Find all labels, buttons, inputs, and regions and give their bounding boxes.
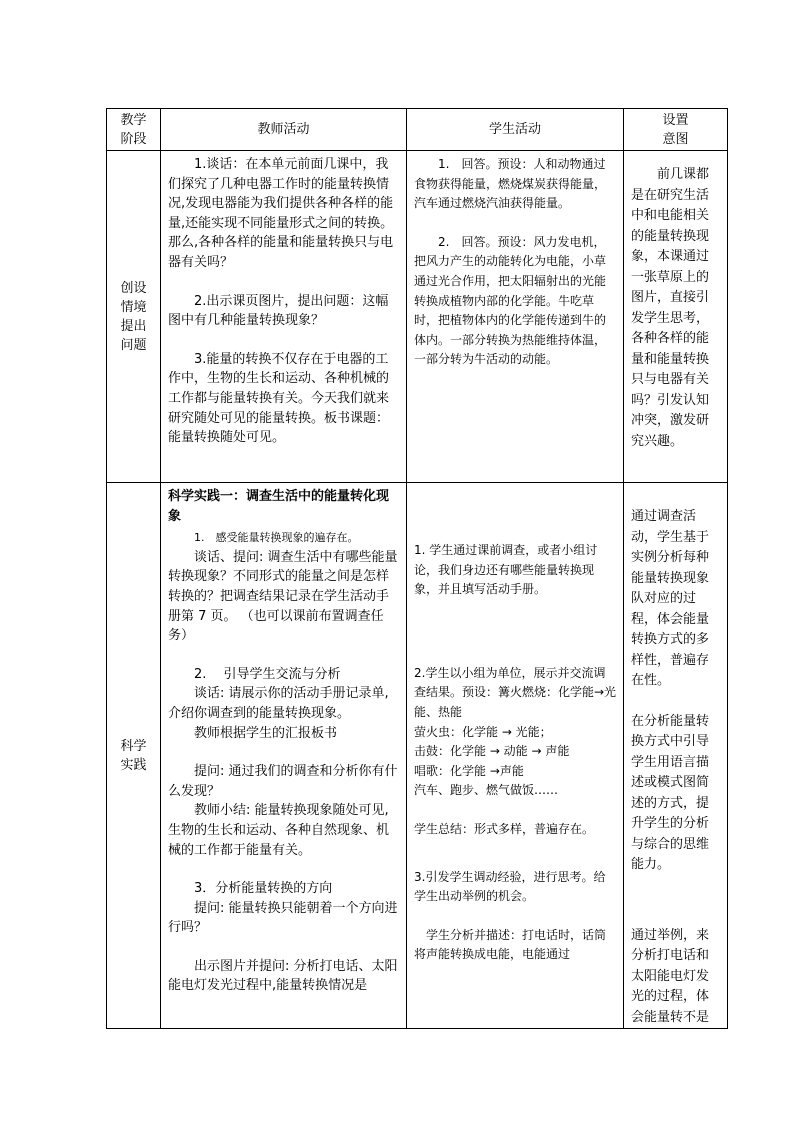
stage-cell: 科学 实践 bbox=[107, 483, 161, 1029]
teacher-subheading: 2. 引导学生交流与分析 bbox=[194, 666, 341, 682]
table-row bbox=[107, 483, 728, 1029]
teacher-paragraph: 谈话、提问: 调查生活中有哪些能量转换现象？不同形式的能量之间是怎样转换的？把调查结果记录在学生活动手册第 7 页。 （也可以课前布置调查任务） bbox=[168, 549, 398, 644]
lesson-plan-table bbox=[106, 108, 728, 1029]
header-teacher: 教师活动 bbox=[161, 109, 407, 151]
teacher-paragraph: 教师根据学生的汇报板书 bbox=[194, 725, 338, 741]
table-header-row bbox=[107, 109, 728, 151]
intent-paragraph: 在分析能量转换方式中引导学生用语言描述或模式图简述的方式，提升学生的分析与综合的思维能力。 bbox=[631, 713, 710, 872]
header-intent: 设置 意图 bbox=[624, 109, 728, 151]
intent-cell bbox=[624, 483, 728, 1029]
teacher-paragraph: 出示图片并提问: 分析打电话、太阳能电灯发光过程中,能量转换情况是 bbox=[168, 958, 398, 994]
student-line: 击鼓：化学能 → 动能 → 声能 bbox=[414, 744, 570, 759]
student-paragraph: 1. 学生通过课前调查，或者小组讨论，我们身边还有哪些能量转换现象，并且填写活动手册。 bbox=[414, 543, 598, 597]
header-stage: 教学 阶段 bbox=[107, 109, 161, 151]
table-row bbox=[107, 151, 728, 483]
intent-paragraph: 通过举例，来分析打电话和太阳能电灯发光的过程，体会能量转不是 bbox=[631, 927, 710, 1025]
teacher-paragraph: 2.出示课页图片，提出问题：这幅图中有几种能量转换现象？ bbox=[168, 293, 389, 329]
teacher-paragraph: 教师小结: 能量转换现象随处可见,生物的生长和运动、各种自然现象、机械的工作都于能量有关。 bbox=[168, 803, 390, 858]
intent-paragraph: 前几课都是在研究生活中和电能相关的能量转换现象，本课通过一张草原上的图片，直接引发学生思考，各种各样的能量和能量转换只与电器有关吗？引发认知冲突，激发研究兴趣。 bbox=[631, 167, 710, 449]
student-paragraph: 学生分析并描述：打电话时，话筒将声能转换成电能，电能通过 bbox=[414, 927, 607, 962]
teacher-paragraph: 3.能量的转换不仅存在于电器的工作中，生物的生长和运动、各种机械的工作都与能量转换有关。今天我们就来研究随处可见的能量转换。板书课题：能量转换随处可见。 bbox=[168, 351, 390, 446]
teacher-paragraph: 1.谈话：在本单元前面几课中，我们探究了几种电器工作时的能量转换情况,发现电器能为我们提供各种各样的能量,还能实现不同能量形式之间的转换。那么,各种各样的能量和能量转换只与电器有关吗？ bbox=[168, 157, 394, 270]
student-activity-cell bbox=[407, 151, 624, 483]
teacher-subheading: 1. 感受能量转换现象的遍存在。 bbox=[194, 531, 359, 545]
header-student: 学生活动 bbox=[407, 109, 624, 151]
student-paragraph: 2. 回答。预设：风力发电机，把风力产生的动能转化为电能，小草通过光合作用，把太阳辐射出的光能转换成植物内部的化学能。牛吃草时，把植物体内的化学能传递到牛的体内。一部分转换为热能维持体温，一部分转为牛活动的动能。 bbox=[414, 234, 607, 367]
student-line: 唱歌：化学能 →声能 bbox=[414, 763, 524, 778]
teacher-activity-cell bbox=[161, 483, 407, 1029]
teacher-paragraph: 提问: 通过我们的调查和分析你有什么发现？ bbox=[168, 764, 398, 799]
student-line: 萤火虫：化学能 → 光能； bbox=[414, 724, 552, 739]
teacher-paragraph: 提问: 能量转换只能朝着一个方向进行吗？ bbox=[168, 900, 398, 936]
student-paragraph: 学生总结：形式多样，普遍存在。 bbox=[414, 821, 595, 836]
section-title: 科学实践一：调查生活中的能量转化现象 bbox=[168, 489, 390, 524]
teacher-subheading: 3．分析能量转换的方向 bbox=[194, 881, 333, 897]
student-paragraph: 2.学生以小组为单位，展示并交流调查结果。预设：篝火燃烧：化学能→光能、热能 bbox=[414, 665, 617, 719]
stage-cell: 创设 情境 提出 问题 bbox=[107, 151, 161, 483]
student-paragraph: 1. 回答。预设：人和动物通过食物获得能量，燃烧煤炭获得能量，汽车通过燃烧汽油获得能量。 bbox=[414, 157, 607, 211]
intent-paragraph: 通过调查活动，学生基于实例分析每种能量转换现象队对应的过程，体会能量转换方式的多样性，普遍存在性。 bbox=[631, 509, 710, 688]
teacher-paragraph: 谈话: 请展示你的活动手册记录单,介绍你调查到的能量转换现象。 bbox=[168, 686, 389, 721]
student-line: 汽车、跑步、燃气做饭…… bbox=[414, 783, 559, 798]
teacher-activity-cell bbox=[161, 151, 407, 483]
student-paragraph: 3.引发学生调动经验，进行思考。给学生出动举例的机会。 bbox=[414, 869, 606, 904]
intent-cell bbox=[624, 151, 728, 483]
student-activity-cell bbox=[407, 483, 624, 1029]
